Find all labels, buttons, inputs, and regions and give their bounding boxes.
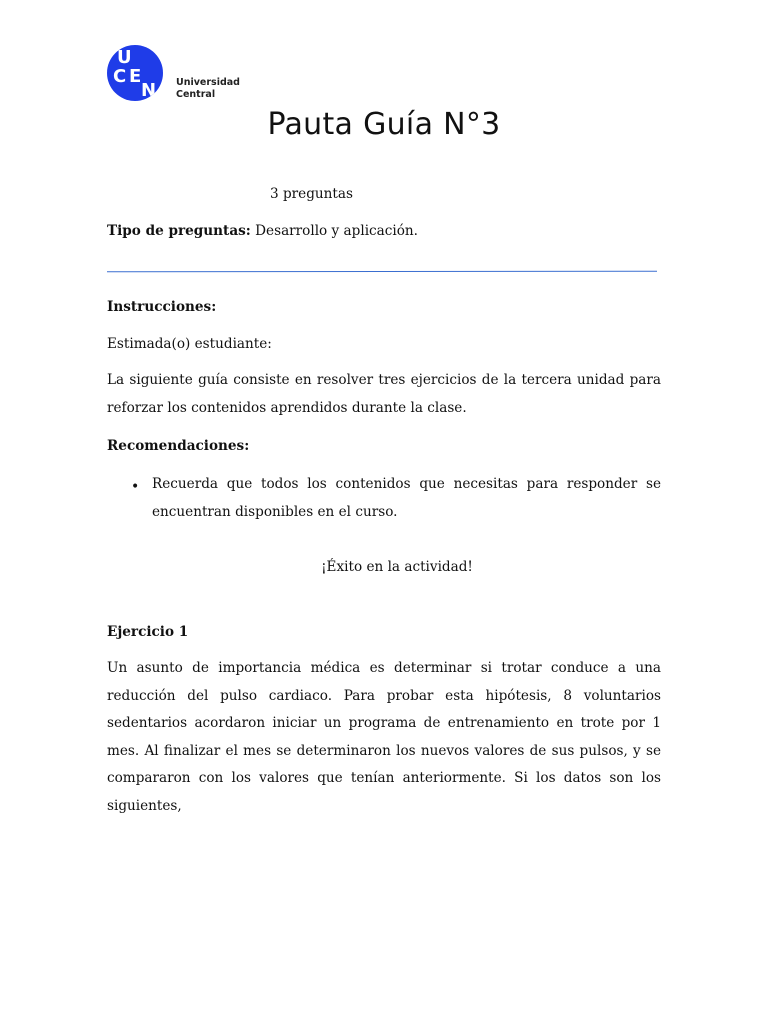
exercise-1-body: Un asunto de importancia médica es determinar si trotar conduce a una reducción del pulso cardiaco. Para probar esta hipótesis, 8 voluntarios sedentarios acordaron iniciar un programa de entrenamiento en trote por 1 mes. Al finalizar el mes se determinaron los nuevos valores de sus pulsos, y se compararon con los valores que tenían anteriormente. Si los datos son los siguientes, <box>107 660 661 814</box>
logo-letter-u: U <box>117 47 132 68</box>
university-logo <box>107 44 240 102</box>
logo-line-2: Central <box>176 89 216 100</box>
question-count: 3 preguntas <box>270 186 353 202</box>
question-type-label: Tipo de preguntas: <box>107 223 251 239</box>
recommendations-heading: Recomendaciones: <box>107 438 250 454</box>
logo-letter-e: E <box>129 66 142 87</box>
logo-line-1: Universidad <box>176 77 240 88</box>
instructions-body: La siguiente guía consiste en resolver tres ejercicios de la tercera unidad para reforzar los contenidos aprendidos durante la clase. <box>107 372 661 416</box>
bullet-icon: • <box>131 479 140 495</box>
question-type-value: Desarrollo y aplicación. <box>250 223 418 239</box>
closing-message: ¡Éxito en la actividad! <box>321 559 473 575</box>
logo-letter-n: N <box>141 80 157 101</box>
exercise-1-heading: Ejercicio 1 <box>107 624 189 640</box>
page-title: Pauta Guía N°3 <box>267 107 501 142</box>
greeting: Estimada(o) estudiante: <box>107 336 272 352</box>
question-type <box>107 221 418 241</box>
logo-wordmark <box>176 77 240 101</box>
horizontal-divider <box>107 271 657 272</box>
logo-letter-c: C <box>113 66 127 87</box>
instructions-heading: Instrucciones: <box>107 299 217 315</box>
ucen-logo-mark <box>107 45 163 101</box>
recommendation-item: Recuerda que todos los contenidos que necesitas para responder se encuentran disponibles en el curso. <box>152 476 661 520</box>
